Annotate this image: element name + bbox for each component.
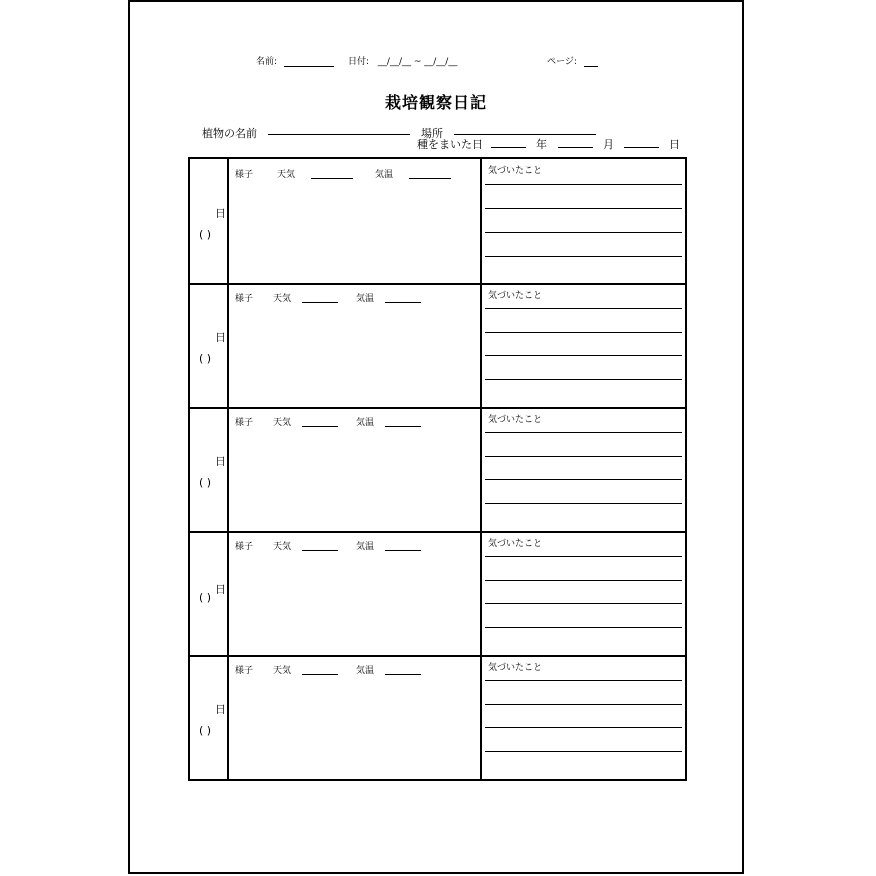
note-line[interactable] bbox=[485, 727, 682, 728]
day-marker: 日 bbox=[215, 207, 226, 220]
note-line[interactable] bbox=[485, 704, 682, 705]
sow-month-blank[interactable] bbox=[558, 147, 593, 148]
note-line[interactable] bbox=[485, 456, 682, 457]
name-blank[interactable] bbox=[284, 59, 334, 67]
weekday-marker: ( ) bbox=[199, 476, 212, 489]
weather-label: 天気 bbox=[277, 170, 296, 180]
day-label: 日 bbox=[669, 138, 680, 151]
weekday-marker: ( ) bbox=[199, 591, 212, 604]
note-line[interactable] bbox=[485, 503, 682, 504]
observation-table bbox=[188, 157, 687, 781]
note-line[interactable] bbox=[485, 355, 682, 356]
note-line[interactable] bbox=[485, 479, 682, 480]
date-field[interactable] bbox=[348, 54, 457, 67]
note-line[interactable] bbox=[485, 603, 682, 604]
temperature-label: 気温 bbox=[375, 170, 394, 180]
weather-blank[interactable] bbox=[302, 419, 338, 427]
notes-cell[interactable] bbox=[482, 285, 685, 407]
weekday-marker: ( ) bbox=[199, 724, 212, 737]
date-cell[interactable] bbox=[190, 657, 229, 779]
entry-row bbox=[190, 159, 685, 283]
temperature-blank[interactable] bbox=[409, 171, 451, 179]
note-line[interactable] bbox=[485, 208, 682, 209]
note-line[interactable] bbox=[485, 332, 682, 333]
observation-cell[interactable] bbox=[229, 657, 482, 779]
note-line[interactable] bbox=[485, 751, 682, 752]
note-line[interactable] bbox=[485, 680, 682, 681]
notes-label: 気づいたこと bbox=[488, 415, 543, 425]
location-label: 場所 bbox=[421, 127, 443, 140]
temperature-label: 気温 bbox=[356, 542, 375, 552]
date-cell[interactable] bbox=[190, 159, 229, 283]
notes-label: 気づいたこと bbox=[488, 539, 543, 549]
notes-cell[interactable] bbox=[482, 657, 685, 779]
day-marker: 日 bbox=[215, 455, 226, 468]
page-blank[interactable] bbox=[584, 59, 598, 67]
sow-year-blank[interactable] bbox=[491, 147, 526, 148]
entry-row bbox=[190, 655, 685, 779]
plant-name-blank[interactable] bbox=[268, 134, 410, 135]
weather-blank[interactable] bbox=[302, 667, 338, 675]
temperature-label: 気温 bbox=[356, 294, 375, 304]
date-cell[interactable] bbox=[190, 533, 229, 655]
day-marker: 日 bbox=[215, 703, 226, 716]
notes-cell[interactable] bbox=[482, 159, 685, 283]
weather-blank[interactable] bbox=[302, 295, 338, 303]
name-label: 名前: bbox=[256, 57, 278, 67]
entry-row bbox=[190, 283, 685, 407]
day-marker: 日 bbox=[215, 331, 226, 344]
condition-label: 様子 bbox=[235, 170, 254, 180]
temperature-label: 気温 bbox=[356, 418, 375, 428]
observation-cell[interactable] bbox=[229, 285, 482, 407]
weather-label: 天気 bbox=[273, 542, 292, 552]
location-blank[interactable] bbox=[454, 134, 596, 135]
condition-label: 様子 bbox=[235, 294, 254, 304]
name-field[interactable] bbox=[256, 54, 334, 67]
note-line[interactable] bbox=[485, 256, 682, 257]
temperature-blank[interactable] bbox=[385, 419, 421, 427]
notes-label: 気づいたこと bbox=[488, 663, 543, 673]
note-line[interactable] bbox=[485, 308, 682, 309]
notes-cell[interactable] bbox=[482, 409, 685, 531]
note-line[interactable] bbox=[485, 379, 682, 380]
weather-blank[interactable] bbox=[302, 543, 338, 551]
observation-cell[interactable] bbox=[229, 533, 482, 655]
notes-cell[interactable] bbox=[482, 533, 685, 655]
day-marker: 日 bbox=[215, 583, 226, 596]
page-title: 栽培観察日記 bbox=[384, 93, 487, 112]
observation-cell[interactable] bbox=[229, 159, 482, 283]
entry-row bbox=[190, 531, 685, 655]
temperature-blank[interactable] bbox=[385, 295, 421, 303]
page-label: ページ: bbox=[547, 57, 577, 67]
note-line[interactable] bbox=[485, 627, 682, 628]
weekday-marker: ( ) bbox=[199, 228, 212, 241]
month-label: 月 bbox=[603, 138, 614, 151]
condition-label: 様子 bbox=[235, 542, 254, 552]
date-label: 日付: bbox=[348, 57, 370, 67]
weather-label: 天気 bbox=[273, 666, 292, 676]
weekday-marker: ( ) bbox=[199, 352, 212, 365]
temperature-label: 気温 bbox=[356, 666, 375, 676]
temperature-blank[interactable] bbox=[385, 543, 421, 551]
weather-label: 天気 bbox=[273, 418, 292, 428]
condition-label: 様子 bbox=[235, 418, 254, 428]
note-line[interactable] bbox=[485, 432, 682, 433]
notes-label: 気づいたこと bbox=[488, 166, 543, 176]
condition-label: 様子 bbox=[235, 666, 254, 676]
weather-label: 天気 bbox=[273, 294, 292, 304]
weather-blank[interactable] bbox=[311, 171, 353, 179]
page-number-field[interactable] bbox=[547, 54, 598, 67]
date-cell[interactable] bbox=[190, 285, 229, 407]
sow-date-label: 種をまいた日 bbox=[417, 138, 483, 151]
entry-row bbox=[190, 407, 685, 531]
sow-day-blank[interactable] bbox=[624, 147, 659, 148]
temperature-blank[interactable] bbox=[385, 667, 421, 675]
note-line[interactable] bbox=[485, 580, 682, 581]
plant-name-label: 植物の名前 bbox=[202, 127, 257, 140]
date-cell[interactable] bbox=[190, 409, 229, 531]
notes-label: 気づいたこと bbox=[488, 291, 543, 301]
note-line[interactable] bbox=[485, 556, 682, 557]
note-line[interactable] bbox=[485, 184, 682, 185]
observation-cell[interactable] bbox=[229, 409, 482, 531]
date-range[interactable]: __/__/__ ~ __/__/__ bbox=[377, 57, 458, 67]
year-label: 年 bbox=[536, 138, 547, 151]
note-line[interactable] bbox=[485, 232, 682, 233]
